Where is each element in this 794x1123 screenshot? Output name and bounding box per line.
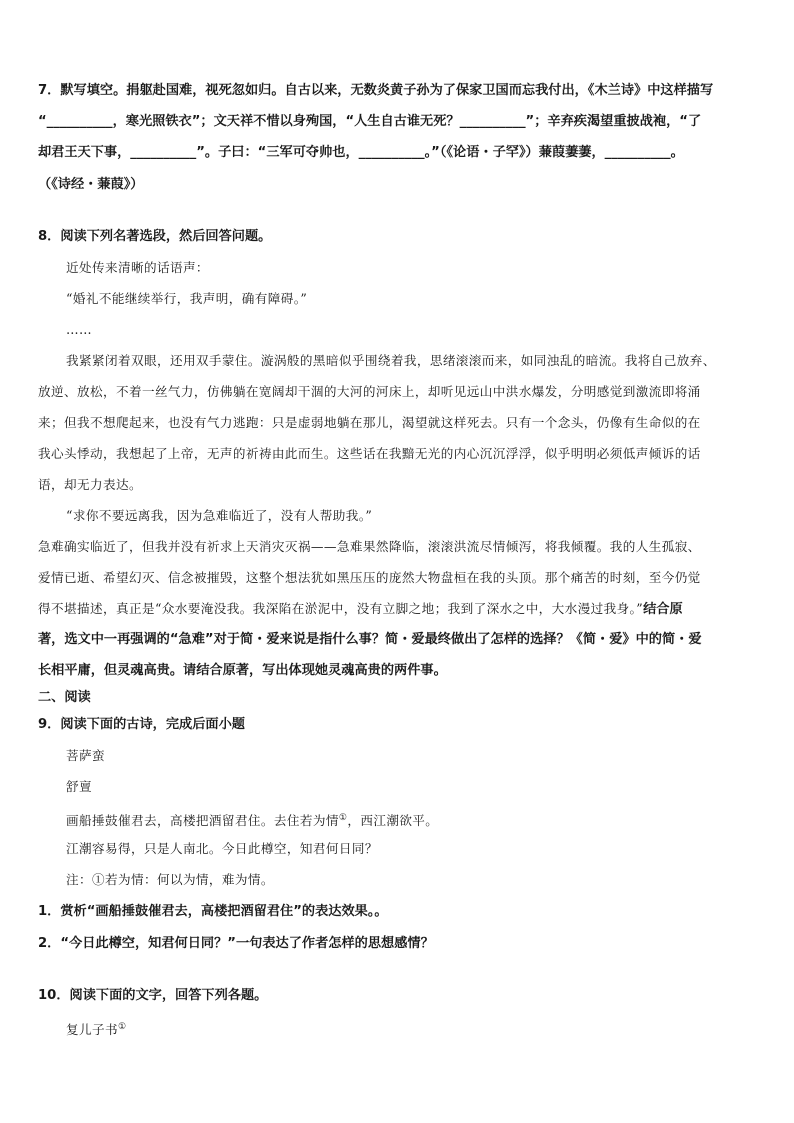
footnote-marker: ① (117, 1022, 127, 1032)
poem-note: 注：①若为情：何以为情，难为情。 (66, 872, 274, 887)
q8-excerpt-line: “婚礼不能继续举行，我声明，确有障碍。” (66, 291, 308, 306)
q8-excerpt-line: 我紧紧闭着双眼，还用双手蒙住。漩涡般的黑暗似乎围绕着我，思绪滚滚而来，如同浊乱的暗流。我将自己放弃、 (66, 353, 716, 368)
q8-excerpt-line: “求你不要远离我，因为急难临近了，没有人帮助我。” (66, 508, 373, 523)
q8-question-inline: 结合原 (643, 602, 683, 617)
q8-excerpt-line: …… (66, 322, 92, 337)
poem-line-text: 画船捶鼓催君去，高楼把酒留君住。去住若为情 (66, 813, 339, 829)
poem-line-text: ，西江潮欲平。 (347, 813, 439, 829)
q7-line-2: “__________，寒光照铁衣”；文天祥不惜以身殉国，“人生自古谁无死？__________”；辛弃疾渴望重披战袍，“了 (38, 114, 702, 129)
poem-author: 舒亶 (66, 779, 92, 794)
q9-heading: 9．阅读下面的古诗，完成后面小题 (38, 717, 245, 732)
q8-excerpt-line: 语，却无力表达。 (38, 477, 142, 492)
q8-question-line: 著，选文中一再强调的“急难”对于简・爱来说是指什么事？简・爱最终做出了怎样的选择？《简・爱》中的简・爱 (38, 632, 702, 647)
footnote-marker: ① (338, 813, 348, 823)
q8-question-line: 长相平庸，但灵魂高贵。请结合原著，写出体现她灵魂高贵的两件事。 (38, 663, 447, 678)
q8-excerpt-line: 爱情已逝、希望幻灭、信念被摧毁，这整个想法犹如黑压压的庞然大物盘桓在我的头顶。那个痛苦的时刻，至今仍觉 (38, 570, 701, 585)
q10-text-title (66, 1018, 126, 1039)
section-title: 二、阅读 (38, 690, 91, 705)
q7-line-3: 却君王天下事，__________”。子曰：“三军可夺帅也，__________。”（《论语・子罕》）蒹葭萋萋，__________。 (38, 145, 684, 160)
poem-line (66, 809, 438, 830)
poem-line: 江潮容易得，只是人南北。今日此樽空，知君何日同？ (66, 841, 378, 856)
poem-title: 菩萨蛮 (66, 748, 105, 763)
q8-excerpt-line: 放逆、放松，不着一丝气力，仿佛躺在宽阔却干涸的大河的河床上，却听见远山中洪水爆发，分明感觉到激流即将涌 (38, 384, 701, 399)
q8-excerpt-line: 近处传来清晰的话语声： (66, 260, 209, 275)
q7-line-1: 7．默写填空。捐躯赴国难，视死忽如归。自古以来，无数炎黄子孙为了保家卫国而忘我付出，《木兰诗》中这样描写 (38, 83, 714, 98)
q8-excerpt-line: 我心头悸动，我想起了上帝，无声的祈祷由此而生。这些话在我黯无光的内心沉沉浮浮，似乎明明必须低声倾诉的话 (38, 446, 701, 461)
q8-excerpt-final (38, 600, 683, 619)
q8-heading: 8．阅读下列名著选段，然后回答问题。 (38, 229, 272, 244)
q9-subquestion-1: 1．赏析“画船捶鼓催君去，高楼把酒留君住”的表达效果。。 (38, 904, 388, 919)
text-title: 复儿子书 (66, 1022, 118, 1038)
q8-excerpt-line: 来；但我不想爬起来，也没有气力逃跑：只是虚弱地躺在那儿，渴望就这样死去。只有一个念头，仍像有生命似的在 (38, 415, 701, 430)
q7-line-4: （《诗经・蒹葭》） (38, 177, 144, 192)
q8-excerpt-line: 急难确实临近了，但我并没有祈求上天消灾灭祸——急难果然降临，滚滚洪流尽情倾泻，将我倾覆。我的人生孤寂、 (38, 539, 701, 554)
q10-heading: 10．阅读下面的文字，回答下列各题。 (38, 988, 268, 1003)
q9-subquestion-2: 2．“今日此樽空，知君何日同？”一句表达了作者怎样的思想感情？ (38, 936, 434, 951)
q8-excerpt-line: 得不堪描述，真正是“众水要淹没我。我深陷在淤泥中，没有立脚之地；我到了深水之中，大水漫过我身。” (38, 601, 644, 616)
